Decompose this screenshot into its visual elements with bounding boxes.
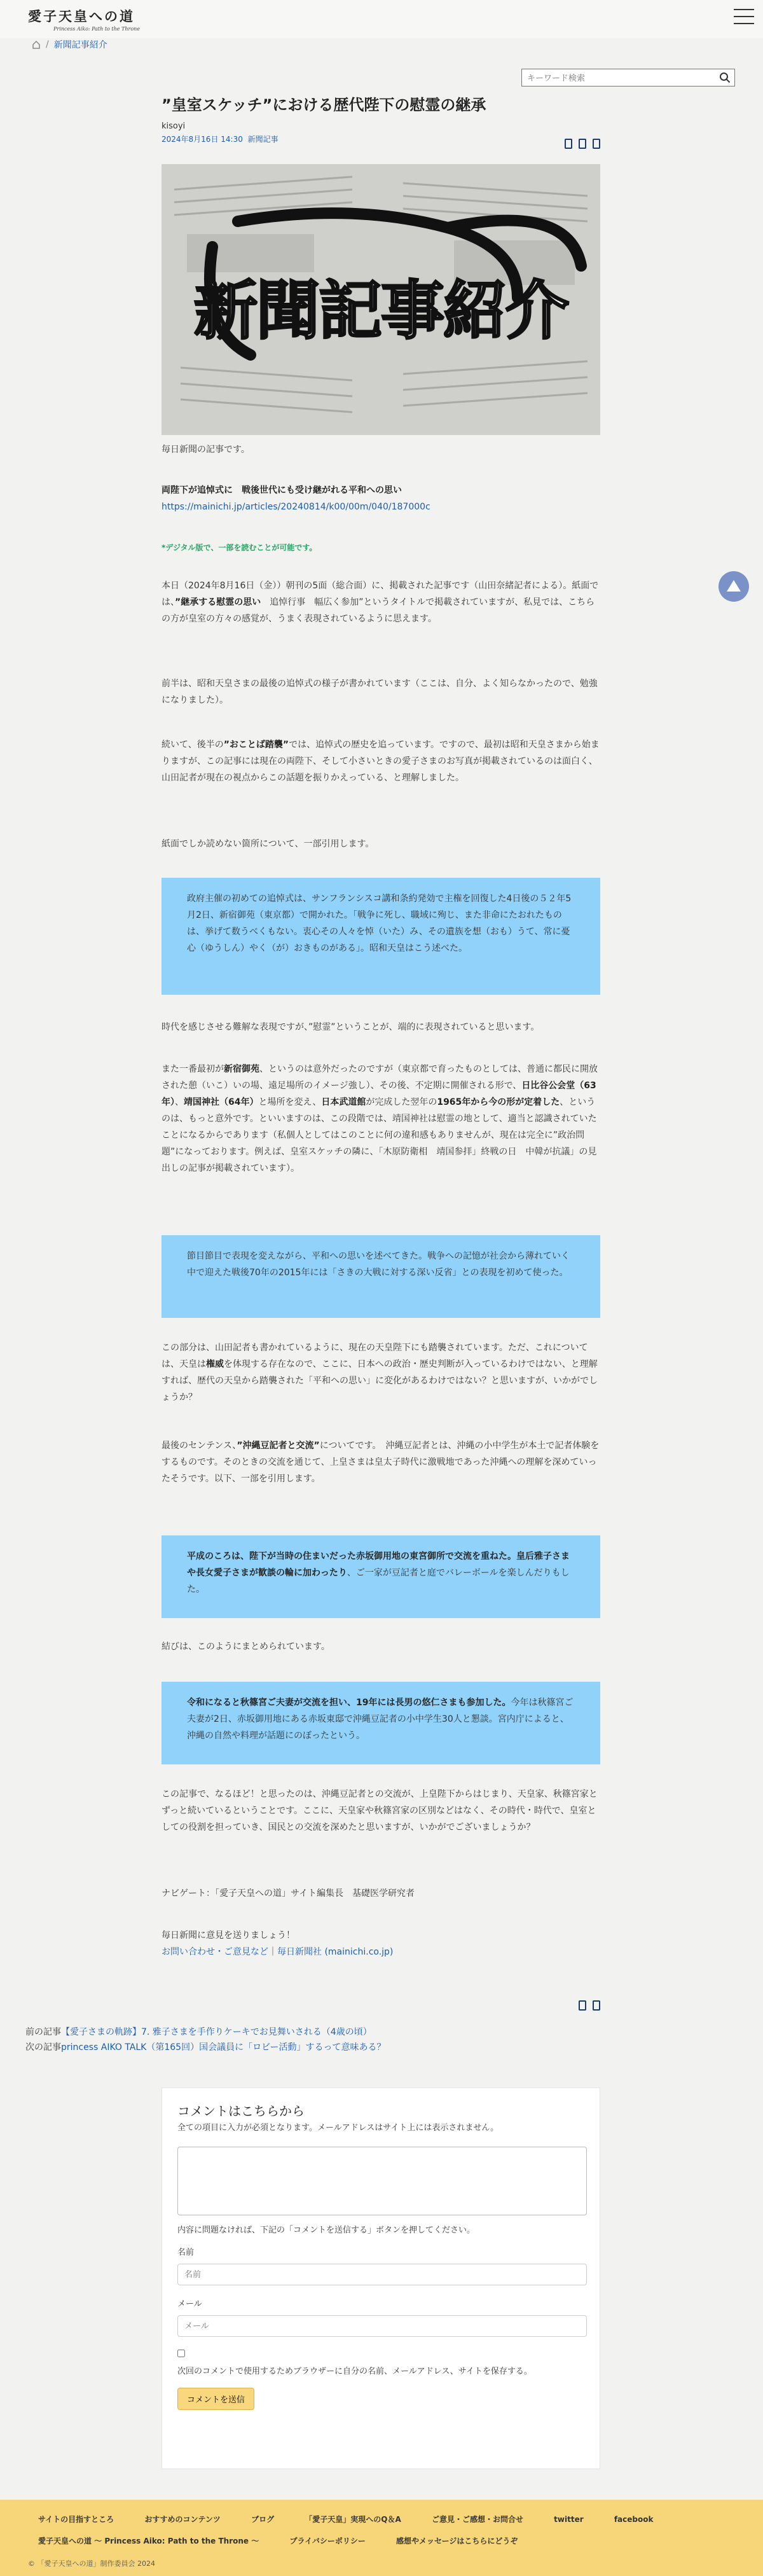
- post-meta: [162, 134, 600, 144]
- save-info-checkbox[interactable]: [177, 2350, 185, 2357]
- home-icon[interactable]: [32, 40, 41, 49]
- site-footer: [0, 2500, 763, 2576]
- next-post-link[interactable]: princess AIKO TALK（第165回）国会議員に「ロビー活動」するって意味ある？: [61, 2042, 386, 2053]
- footer-link[interactable]: ブログ: [251, 2515, 275, 2524]
- article-header: [162, 95, 600, 144]
- footer-link[interactable]: 愛子天皇への道 〜 Princess Aiko: Path to the Throne 〜: [38, 2537, 259, 2545]
- quote-text: 政府主催の初めての追悼式は、サンフランシスコ講和条約発効で主権を回復した4日後の５２年5月2日、新宿御苑（東京都）で開かれた。「戦争に死し、職域に殉じ、また非命にたおれたものは、挙げて数うべくもない。衷心その人々を悼（いた）み、その遺族を想（おも）うて、常に憂心（ゆうしん）やく（が）おきものがある」。昭和天皇はこう述べた。: [187, 894, 572, 953]
- footer-link[interactable]: ご意見・ご感想・お問合せ: [431, 2515, 523, 2524]
- share-icons: [565, 139, 600, 149]
- site-logo[interactable]: [28, 6, 140, 32]
- menu-icon[interactable]: [734, 9, 754, 27]
- paragraph-11: [162, 1786, 600, 1836]
- emphasis: ”沖縄豆記者と交流”: [237, 1441, 320, 1451]
- comment-note: 全ての項目に入力が必須となります。メールアドレスはサイト上には表示されません。: [177, 2123, 499, 2133]
- comment-form: [162, 2088, 600, 2469]
- quote-box-2: [162, 1235, 600, 1318]
- digital-note: *デジタル版で、一部を読むことが可能です。: [162, 543, 317, 552]
- comment-textarea[interactable]: [177, 2147, 587, 2215]
- prev-label: 前の記事: [25, 2027, 61, 2037]
- share-icon[interactable]: [579, 2000, 586, 2011]
- footer-links: [38, 2509, 738, 2552]
- paragraph-8: [162, 1340, 600, 1406]
- breadcrumb-separator: /: [46, 39, 49, 50]
- text: 、というのは、もっと意外です。といいますのは、この段階では、靖国神社は慰霊の地として、適当と認識されていたことになるからであります（私個人としてはこのことに何の違和感もありませんが、現在は完全に”政治問題”になっております。例えば、皇室スケッチの隣に、「木原防衛相 靖国参拝」終戦の日 中韓が抗議」の見出しの記事が掲載されています）。: [162, 1097, 597, 1174]
- post-date: 2024年8月16日 14:30: [162, 135, 243, 144]
- footer-link[interactable]: プライバシーポリシー: [289, 2537, 366, 2545]
- emphasis: ”おことば踏襲”: [223, 740, 289, 750]
- email-input[interactable]: [177, 2315, 587, 2337]
- quote-text: 節目節目で表現を変えながら、平和への思いを述べてきた。戦争への記憶が社会から薄れていく中で迎えた戦後70年の2015年には「さきの大戦に対する深い反省」との表現を初めて使った。: [187, 1251, 570, 1278]
- quote-box-1: [162, 878, 600, 995]
- text: 、: [175, 1097, 184, 1107]
- footer-link[interactable]: おすすめのコンテンツ: [144, 2515, 221, 2524]
- facebook-link[interactable]: facebook: [614, 2515, 654, 2524]
- save-info-label: 次回のコメントで使用するためブラウザーに自分の名前、メールアドレス、サイトを保存する。: [177, 2367, 532, 2376]
- next-label: 次の記事: [25, 2042, 61, 2053]
- post-category[interactable]: 新聞記事: [247, 135, 278, 144]
- text: では、追悼式の歴史を追っています。ですので、最初は昭和天皇さまから始まりますが、この記事には現在の両陛下、そして小さいときの愛子さまのお写真が掲載されているのは面白く、山田記者が現在の視点からこの話題を振りかえっている、と理解しました。: [162, 740, 600, 783]
- emphasis: 1965年から今の形が定着した: [437, 1097, 560, 1107]
- post-navigation: [25, 2025, 386, 2055]
- paragraph-2: [162, 578, 600, 627]
- quote-box-4: [162, 1682, 600, 1764]
- breadcrumb: [32, 38, 107, 51]
- source-link-block: [162, 482, 600, 515]
- email-label: メール: [177, 2299, 202, 2309]
- source-article-title: 両陛下が追悼式に 戦後世代にも受け継がれる平和への思い: [162, 485, 402, 495]
- separator: ｜: [268, 1947, 277, 1957]
- share-icon[interactable]: [593, 2000, 600, 2011]
- logo-title[interactable]: 愛子天皇への道: [28, 8, 135, 24]
- share-icon[interactable]: [565, 139, 572, 149]
- share-icon[interactable]: [593, 139, 600, 149]
- contact-link[interactable]: お問い合わせ・ご意見など: [162, 1947, 268, 1957]
- digital-note-block: [162, 539, 600, 556]
- search-box: [521, 69, 735, 87]
- post-title: ”皇室スケッチ”における歴代陛下の慰霊の継承: [162, 96, 486, 114]
- paragraph: 紙面でしか読めない箇所について、一部引用します。: [162, 839, 375, 849]
- comment-instruction: 内容に問題なければ、下記の「コメントを送信する」ボタンを押してください。: [177, 2226, 476, 2235]
- text: についてです。 沖縄豆記者とは、沖縄の小中学生が本土で記者体験をするものです。そのときの交流を通じて、上皇さまは皇太子時代に激戦地であった沖縄への理解を深めていったそうです。以下、一部を引用します。: [162, 1441, 600, 1484]
- quote-text: 、ご一家が豆記者と庭でバレーボールを楽しんだりもした。: [187, 1568, 570, 1595]
- hero-title: 新聞記事紹介: [194, 274, 568, 348]
- emphasis: 日比谷公会堂（63年）: [162, 1081, 596, 1107]
- paragraph-9: [162, 1437, 600, 1487]
- name-label: 名前: [177, 2248, 195, 2257]
- emphasis: 日本武道館: [321, 1097, 366, 1107]
- text: 、というのは意外だったのですが（東京都で育ったものとしては、普通に都民に開放された憩（いこ）いの場、遠足場所のイメージ強し）、その後、不定期に開催される形で、: [162, 1064, 598, 1091]
- scroll-to-top-button[interactable]: [718, 571, 749, 602]
- footer-link[interactable]: 感想やメッセージはこちらにどうぞ: [396, 2537, 518, 2545]
- emphasis: 靖国神社（64年）: [184, 1097, 259, 1107]
- paragraph-4: [162, 737, 600, 786]
- share-icons-bottom: [579, 2000, 600, 2011]
- prev-post-link[interactable]: 【愛子さまの軌跡】7. 雅子さまを手作りケーキでお見舞いされる（4歳の頃）: [61, 2027, 372, 2037]
- submit-comment-button[interactable]: コメントを送信: [177, 2388, 254, 2410]
- quote-text: 今年は秋篠宮ご夫妻が2日、赤坂御用地にある赤坂東邸で沖縄豆記者の小中学生30人と懇談。宮内庁によると、沖縄の自然や料理が話題にのぼったという。: [187, 1698, 574, 1741]
- emphasis: 新宿御苑: [224, 1064, 259, 1074]
- paragraph-3: [162, 675, 600, 709]
- source-article-link[interactable]: https://mainichi.jp/articles/20240814/k00/00m/040/187000c: [162, 502, 430, 512]
- breadcrumb-current[interactable]: 新聞記事紹介: [53, 40, 107, 50]
- copyright: © 「愛子天皇への道」制作委員会 2024: [28, 2559, 155, 2568]
- share-icon[interactable]: [579, 139, 586, 149]
- text: と場所を変え、: [258, 1097, 322, 1107]
- paragraph: 時代を感じさせる難解な表現ですが、”慰霊”ということが、端的に表現されていると思います。: [162, 1022, 540, 1032]
- search-input[interactable]: [526, 70, 713, 87]
- paragraph: 毎日新聞の記事です。: [162, 445, 250, 455]
- footer-link[interactable]: 「愛子天皇」実現へのQ＆A: [305, 2515, 401, 2524]
- emphasis: ”継承する慰霊の思い: [175, 597, 261, 607]
- post-author: kisoyi: [162, 121, 186, 132]
- text: を体現する存在なので、ここに、日本への政治・歴史判断が入っているわけではない、と理解すれば、歴代の天皇から踏襲された「平和への思い」に変化があるわけではない？と思いますが、いかがでしょうか？: [162, 1359, 598, 1402]
- paragraph: 前半は、昭和天皇さまの最後の追悼式の様子が書かれています（ここは、自分、よく知らなかったので、勉強になりました）。: [162, 679, 598, 705]
- paragraph-6: [162, 1019, 600, 1035]
- intro-paragraph: [162, 441, 600, 458]
- quote-box-3: [162, 1535, 600, 1618]
- twitter-link[interactable]: twitter: [554, 2515, 584, 2524]
- text: また一番最初が: [162, 1064, 224, 1074]
- mainichi-link[interactable]: 毎日新聞社 (mainichi.co.jp): [277, 1947, 394, 1957]
- paragraph: 毎日新聞に意見を送りましょう！: [162, 1930, 295, 1941]
- navigator-line: [162, 1885, 600, 1902]
- quote-emphasis: 令和になると秋篠宮ご夫妻が交流を担い、19年には長男の悠仁さまも参加した。: [187, 1698, 511, 1708]
- site-header: [0, 0, 763, 38]
- footer-link[interactable]: サイトの目指すところ: [38, 2515, 114, 2524]
- navigator: ナビゲート：「愛子天皇への道」サイト編集長 基礎医学研究者: [162, 1888, 415, 1899]
- hero-image: [162, 164, 600, 435]
- comment-heading: コメントはこちらから: [177, 2103, 305, 2119]
- paragraph-10: [162, 1638, 600, 1655]
- closing-block: [162, 1927, 600, 1960]
- paragraph: この記事で、なるほど！と思ったのは、沖縄豆記者との交流が、上皇陛下からはじまり、天皇家、秋篠宮家とずっと続いているということです。ここに、天皇家や秋篠宮家の区別などはなく、その時代・時代で、皇室としての役割を担っていき、国民との交流を深めたと思いますが、いかがでございましょうか？: [162, 1789, 598, 1832]
- paragraph-5: [162, 836, 600, 852]
- logo-subtitle: Princess Aiko: Path to the Throne: [53, 26, 141, 32]
- text: 続いて、後半の: [162, 740, 224, 750]
- name-input[interactable]: [177, 2264, 587, 2285]
- text: が完成した翌年の: [366, 1097, 437, 1107]
- paragraph: 結びは、このようにまとめられています。: [162, 1642, 330, 1652]
- quote-emphasis: 平成のころは、陛下が当時の住まいだった赤坂御用地の東宮御所で交流を重ねた。皇后雅子さまや長女愛子さまが歓談の輪に加わったり: [187, 1551, 570, 1578]
- text: 本日（2024年8月16日（金））朝刊の5面（総合面）に、掲載された記事です（山田奈緒記者による）。紙面では、: [162, 581, 599, 607]
- text: 追悼行事 幅広く参加”というタイトルで掲載されていますが、私見では、こちらの方が皇室の方々の感覚が、うまく表現されているように思えます。: [162, 597, 595, 624]
- text: この部分は、山田記者も書かれているように、現在の天皇陛下にも踏襲されています。ただ、これについては、天皇は: [162, 1343, 588, 1369]
- text: 最後のセンテンス、: [162, 1441, 237, 1451]
- search-icon[interactable]: [719, 72, 731, 83]
- paragraph-7: [162, 1061, 600, 1177]
- emphasis: 権威: [206, 1359, 224, 1369]
